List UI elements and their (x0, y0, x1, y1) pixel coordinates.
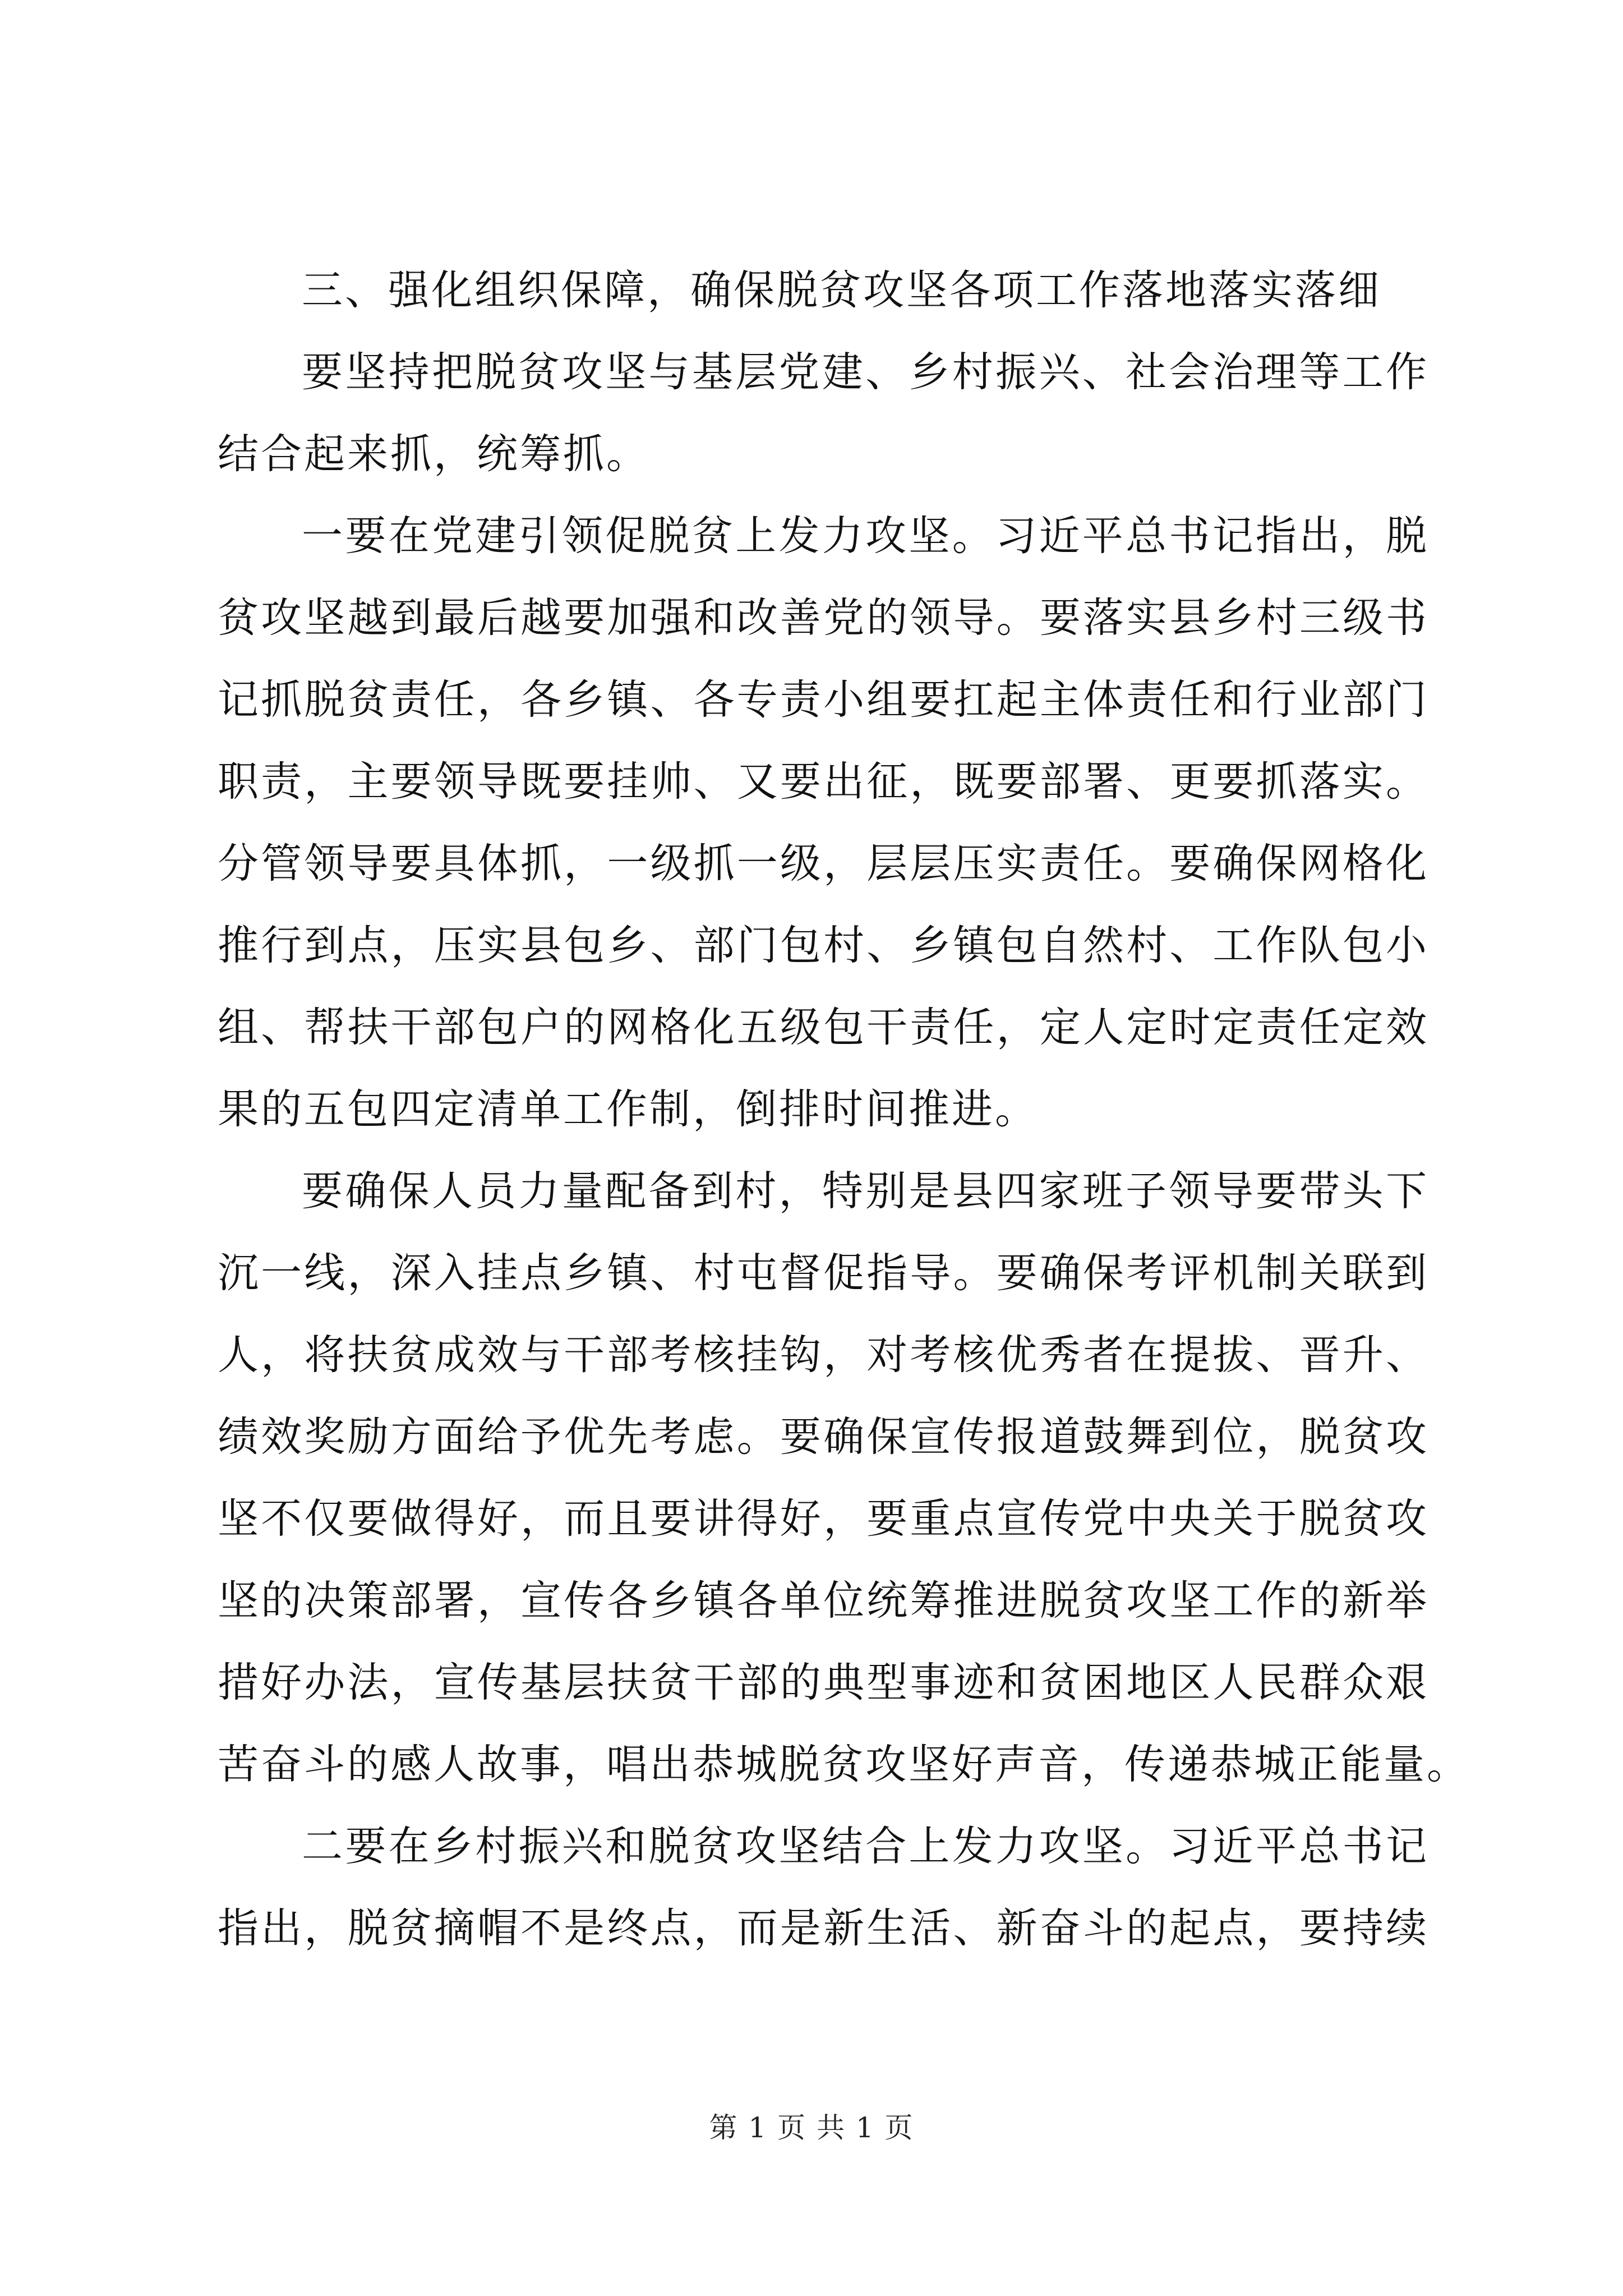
text-line: 坚不仅要做得好，而且要讲得好，要重点宣传党中央关于脱贫攻 (218, 1495, 1429, 1543)
text-line: 沉一线，深入挂点乡镇、村屯督促指导。要确保考评机制关联到 (218, 1249, 1429, 1297)
text-line: 要坚持把脱贫攻坚与基层党建、乡村振兴、社会治理等工作 (302, 348, 1429, 396)
text-line: 措好办法，宣传基层扶贫干部的典型事迹和贫困地区人民群众艰 (218, 1659, 1429, 1706)
text-line: 果的五包四定清单工作制，倒排时间推进。 (218, 1085, 1038, 1133)
text-line: 贫攻坚越到最后越要加强和改善党的领导。要落实县乡村三级书 (218, 594, 1429, 642)
text-line: 职责，主要领导既要挂帅、又要出征，既要部署、更要抓落实。 (218, 758, 1429, 806)
text-line: 记抓脱贫责任，各乡镇、各专责小组要扛起主体责任和行业部门 (218, 676, 1429, 724)
text-line: 推行到点，压实县包乡、部门包村、乡镇包自然村、工作队包小 (218, 922, 1429, 969)
text-line: 苦奋斗的感人故事，唱出恭城脱贫攻坚好声音，传递恭城正能量。 (218, 1741, 1470, 1788)
document-body (218, 250, 1470, 1970)
text-line: 三、强化组织保障，确保脱贫攻坚各项工作落地落实落细 (302, 266, 1381, 314)
page-footer: 第 1 页 共 1 页 (709, 2111, 914, 2144)
text-line: 坚的决策部署，宣传各乡镇各单位统筹推进脱贫攻坚工作的新举 (218, 1577, 1429, 1625)
text-line: 一要在党建引领促脱贫上发力攻坚。习近平总书记指出，脱 (302, 512, 1429, 560)
text-line: 要确保人员力量配备到村，特别是县四家班子领导要带头下 (302, 1167, 1429, 1215)
text-line: 分管领导要具体抓，一级抓一级，层层压实责任。要确保网格化 (218, 840, 1429, 887)
text-line: 结合起来抓，统筹抓。 (218, 430, 649, 478)
text-line: 组、帮扶干部包户的网格化五级包干责任，定人定时定责任定效 (218, 1004, 1429, 1051)
text-line: 指出，脱贫摘帽不是终点，而是新生活、新奋斗的起点，要持续 (218, 1904, 1429, 1952)
text-line: 绩效奖励方面给予优先考虑。要确保宣传报道鼓舞到位，脱贫攻 (218, 1413, 1429, 1461)
text-line: 人，将扶贫成效与干部考核挂钩，对考核优秀者在提拔、晋升、 (218, 1331, 1429, 1379)
text-line: 二要在乡村振兴和脱贫攻坚结合上发力攻坚。习近平总书记 (302, 1823, 1429, 1870)
